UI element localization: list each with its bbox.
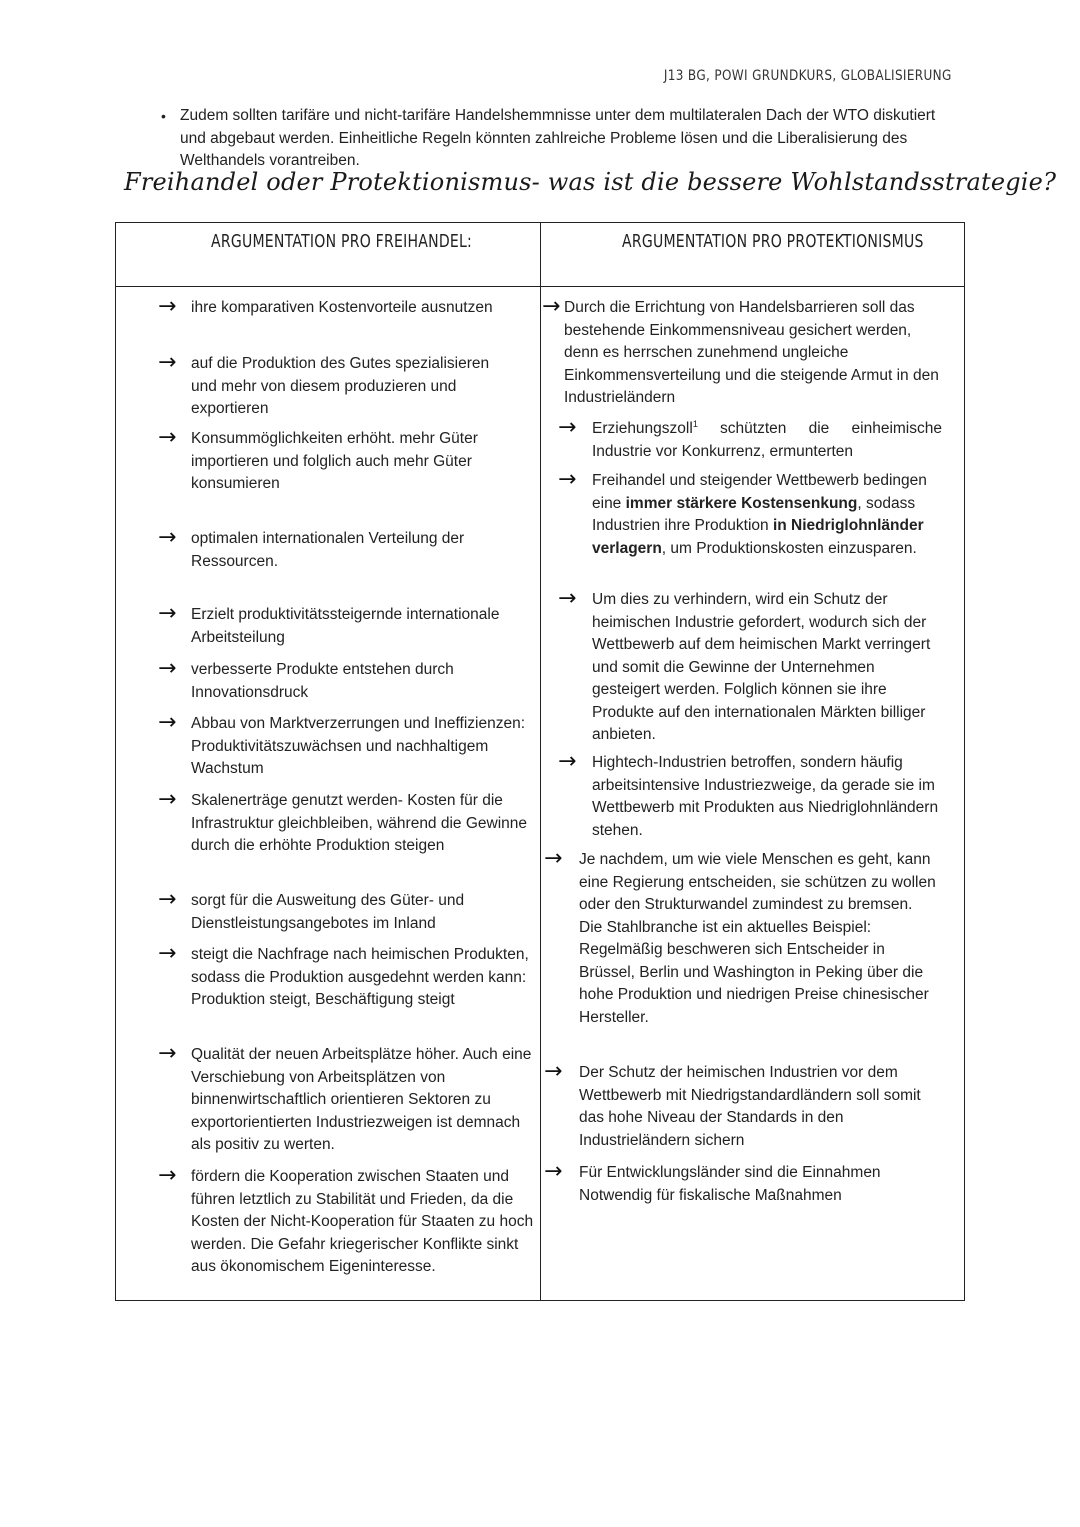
arrow-right-icon: → [158, 425, 177, 450]
right-item [558, 467, 942, 560]
left-item [158, 525, 510, 573]
left-item-text: ihre komparativen Kostenvorteile ausnutzen [191, 299, 493, 316]
arrow-right-icon: → [158, 787, 177, 812]
right-item-text: Der Schutz der heimischen Industrien vor dem Wettbewerb mit Niedrigstandardländern soll somit das hohe Niveau der Standards in den Industrieländern sichern [579, 1064, 921, 1149]
left-item [158, 941, 540, 1012]
intro-bullet-item [161, 105, 964, 173]
left-item-text: Erzielt produktivitätssteigernde internationale Arbeitsteilung [191, 606, 500, 646]
header-pro-freihandel: ARGUMENTATION PRO FREIHANDEL: [211, 231, 473, 252]
arrow-right-icon: → [158, 601, 177, 626]
arrow-right-icon: → [158, 887, 177, 912]
left-item-text: fördern die Kooperation zwischen Staaten und führen letztlich zu Stabilität und Frieden, da die Kosten der Nicht-Kooperation für Staaten zu hoch werden. Die Gefahr kriegerischer Konflikte sinkt aus ökonomischem Eigeninteresse. [191, 1168, 534, 1275]
right-item-text: Für Entwicklungsländer sind die Einnahmen Notwendig für fiskalische Maßnahmen [579, 1164, 881, 1204]
page-header: J13 BG, POWI GRUNDKURS, GLOBALISIERUNG [664, 68, 952, 84]
right-item [544, 1159, 938, 1207]
left-item-text: optimalen internationalen Verteilung der Ressourcen. [191, 530, 465, 570]
arrow-right-icon: → [158, 1041, 177, 1066]
right-item [544, 1059, 938, 1152]
header-divider [116, 286, 964, 287]
left-item-text: Qualität der neuen Arbeitsplätze höher. Auch eine Verschiebung von Arbeitsplätzen von binnenwirtschaftlich orientieren Sektoren zu exportorientierten Industriezweigen ist demnach als positiv zu werten. [191, 1046, 532, 1153]
right-item [558, 415, 942, 463]
arrow-right-icon: → [558, 749, 577, 774]
bullet-icon: • [161, 108, 166, 124]
arrow-right-icon: → [158, 710, 177, 735]
right-item-text: Je nachdem, um wie viele Menschen es geht, kann eine Regierung entscheiden, sie schützen zu wollen oder den Strukturwandel zumindest zu bremsen. Die Stahlbranche ist ein aktuelles Beispiel: Regelmäßig beschweren sich Entscheider in Brüssel, Berlin und Washington in Peking über die hohe Produktion und niedrigen Preise chinesischer Hersteller. [579, 851, 936, 1026]
left-item [158, 1163, 538, 1279]
left-item [158, 710, 528, 781]
left-item [158, 294, 538, 320]
arrow-right-icon: → [158, 350, 177, 375]
column-divider [540, 223, 541, 1300]
right-item-text: Hightech-Industrien betroffen, sondern häufig arbeitsintensive Industriezweige, da gerade sie im Wettbewerb mit Produkten aus Niedriglohnländern stehen. [592, 754, 939, 839]
arrow-right-icon: → [158, 941, 177, 966]
arrow-right-icon: → [558, 415, 577, 440]
left-item [158, 350, 513, 421]
arrow-right-icon: → [158, 294, 177, 319]
arrow-right-icon: → [158, 525, 177, 550]
right-item [544, 846, 938, 1029]
left-item-text: Abbau von Marktverzerrungen und Ineffizienzen: Produktivitätszuwächsen und nachhaltigem Wachstum [191, 715, 526, 777]
left-item [158, 656, 510, 704]
arrow-right-icon: → [544, 1159, 563, 1184]
left-item [158, 1041, 538, 1157]
left-item-text: Skalenerträge genutzt werden- Kosten für die Infrastruktur gleichbleiben, während die Gewinne durch die erhöhte Produktion steigen [191, 792, 528, 854]
right-item-text: Freihandel und steigender Wettbewerb bedingen eine immer stärkere Kostensenkung, sodass Industrien ihre Produktion in Niedriglohnländer verlagern, um Produktionskosten einzusparen. [592, 472, 927, 557]
left-item-text: steigt die Nachfrage nach heimischen Produkten, sodass die Produktion ausgedehnt werden kann: Produktion steigt, Beschäftigung steigt [191, 946, 529, 1008]
right-item [558, 586, 936, 747]
right-item-text: Um dies zu verhindern, wird ein Schutz der heimischen Industrie gefordert, wodurch sich der Wettbewerb auf dem heimischen Markt verringert und somit die Gewinne der Unternehmen gesteigert werden. Folglich können sie ihre Produkte auf den internationalen Märkten billiger anbieten. [592, 591, 931, 743]
arrow-right-icon: → [158, 656, 177, 681]
right-item [558, 749, 942, 842]
right-item-text: Erziehungszoll$^1$ schützten die einheimische Industrie vor Konkurrenz, ermunterten [592, 418, 942, 460]
left-item [158, 787, 538, 858]
argument-table [115, 222, 965, 1301]
left-item-text: Konsummöglichkeiten erhöht. mehr Güter importieren und folglich auch mehr Güter konsumieren [191, 430, 478, 492]
left-item-text: verbesserte Produkte entstehen durch Innovationsdruck [191, 661, 454, 701]
left-item-text: sorgt für die Ausweitung des Güter- und Dienstleistungsangebotes im Inland [191, 892, 465, 932]
right-item-text: Durch die Errichtung von Handelsbarrieren soll das bestehende Einkommensniveau gesichert werden, denn es herrschen zunehmend ungleiche Einkommensverteilung und die steigende Armut in den Industrieländern [564, 299, 939, 406]
right-item [542, 294, 946, 410]
left-item [158, 887, 510, 935]
intro-text: Zudem sollten tarifäre und nicht-tarifäre Handelshemmnisse unter dem multilateralen Dach der WTO diskutiert und abgebaut werden. Einheitliche Regeln könnten zahlreiche Probleme lösen und die Liberalisierung des Welthandels vorantreiben. [180, 107, 936, 169]
arrow-right-icon: → [544, 846, 563, 871]
arrow-right-icon: → [558, 467, 577, 492]
arrow-right-icon: → [158, 1163, 177, 1188]
left-item [158, 425, 510, 496]
left-item [158, 601, 510, 649]
arrow-right-icon: → [544, 1059, 563, 1084]
section-title: Freihandel oder Protektionismus- was ist die bessere Wohlstandsstrategie? [124, 168, 1057, 196]
arrow-right-icon: → [542, 294, 561, 319]
left-item-text: auf die Produktion des Gutes spezialisieren und mehr von diesem produzieren und exportieren [191, 355, 490, 417]
header-pro-protektionismus: ARGUMENTATION PRO PROTEKTIONISMUS [622, 231, 924, 252]
arrow-right-icon: → [558, 586, 577, 611]
